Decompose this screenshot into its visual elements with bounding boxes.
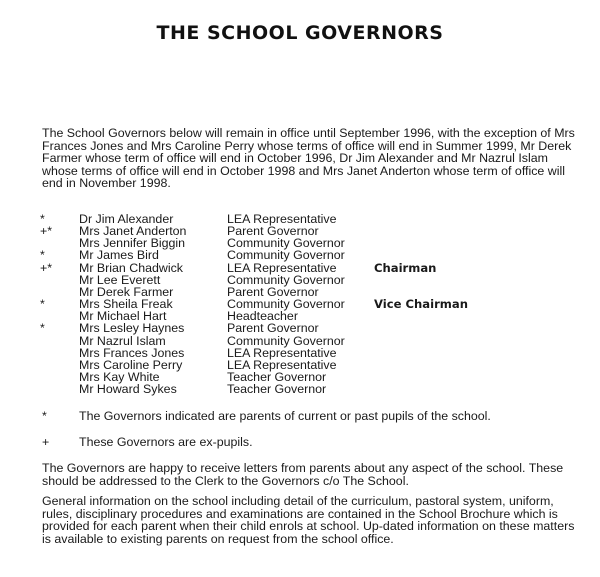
asterisk-symbol: *: [42, 409, 47, 423]
governor-role: Parent Governor: [227, 321, 319, 336]
governor-role: Teacher Governor: [227, 382, 327, 397]
governor-name: Mrs Sheila Freak: [79, 297, 173, 312]
note-ex-pupils-text: These Governors are ex-pupils.: [79, 435, 253, 449]
governor-name: Mrs Jennifer Biggin: [79, 236, 186, 251]
governor-role: LEA Representative: [227, 345, 337, 360]
governor-name: Mr Michael Hart: [79, 309, 167, 324]
page-title: THE SCHOOL GOVERNORS: [156, 22, 444, 44]
governor-name: Mrs Lesley Haynes: [79, 321, 185, 336]
governor-role: Parent Governor: [227, 284, 319, 299]
governor-role: Community Governor: [227, 272, 345, 287]
governor-role: Parent Governor: [227, 224, 319, 239]
governor-row: [0, 383, 600, 396]
intro-paragraph: The School Governors below will remain in office until September 1996, with the exception of Mrs Frances Jones and Mrs Caroline Perry whose terms of office will end in Summer 1999, Mr Derek Farmer whose term of office will end in October 1996, Dr Jim Alexander and Mr Nazrul Islam whose terms of office will end in October 1998 and Mrs Janet Anderton whose term of office will end in November 1998.: [42, 126, 575, 191]
governor-role: Community Governor: [227, 333, 345, 348]
governor-name: Mr James Bird: [79, 248, 159, 263]
governor-role: Community Governor: [227, 236, 345, 251]
governor-role: LEA Representative: [227, 260, 337, 275]
governor-role: Community Governor: [227, 248, 345, 263]
governor-mark: *: [40, 212, 45, 226]
governor-name: Mr Howard Sykes: [79, 382, 177, 397]
governor-role: LEA Representative: [227, 357, 337, 372]
governor-name: Mr Derek Farmer: [79, 284, 174, 299]
note-parents-text: The Governors indicated are parents of current or past pupils of the school.: [79, 409, 491, 423]
governor-role: Community Governor: [227, 297, 345, 312]
governor-office: Chairman: [374, 260, 437, 275]
governor-name: Mr Nazrul Islam: [79, 333, 166, 348]
plus-symbol: +: [42, 435, 50, 449]
governor-mark: *: [40, 297, 45, 312]
governor-mark: +*: [40, 260, 53, 275]
governor-role: Headteacher: [227, 309, 298, 324]
governor-name: Mrs Janet Anderton: [79, 224, 187, 239]
letters-paragraph: The Governors are happy to receive letters from parents about any aspect of the school. These should be addressed to the Clerk to the Governors c/o The School.: [42, 461, 564, 488]
governor-mark: *: [40, 321, 45, 336]
governor-mark: *: [40, 248, 45, 263]
governor-name: Mr Brian Chadwick: [79, 260, 183, 275]
governor-role: LEA Representative: [227, 212, 337, 226]
governor-office: Vice Chairman: [374, 297, 468, 312]
governor-name: Mrs Caroline Perry: [79, 357, 183, 372]
governor-role: Teacher Governor: [227, 369, 327, 384]
governor-name: Mr Lee Everett: [79, 272, 161, 287]
governor-name: Dr Jim Alexander: [79, 212, 174, 226]
governor-name: Mrs Kay White: [79, 369, 160, 384]
governor-mark: +*: [40, 224, 53, 239]
general-info-paragraph: General information on the school including detail of the curriculum, pastoral system, uniform, rules, disciplinary procedures and examinations are contained in the School Brochure which is provided for each parent when their child enrols at school. Up-dated information on these matters is available to existing parents on request from the school office.: [42, 494, 575, 546]
governor-name: Mrs Frances Jones: [79, 345, 185, 360]
